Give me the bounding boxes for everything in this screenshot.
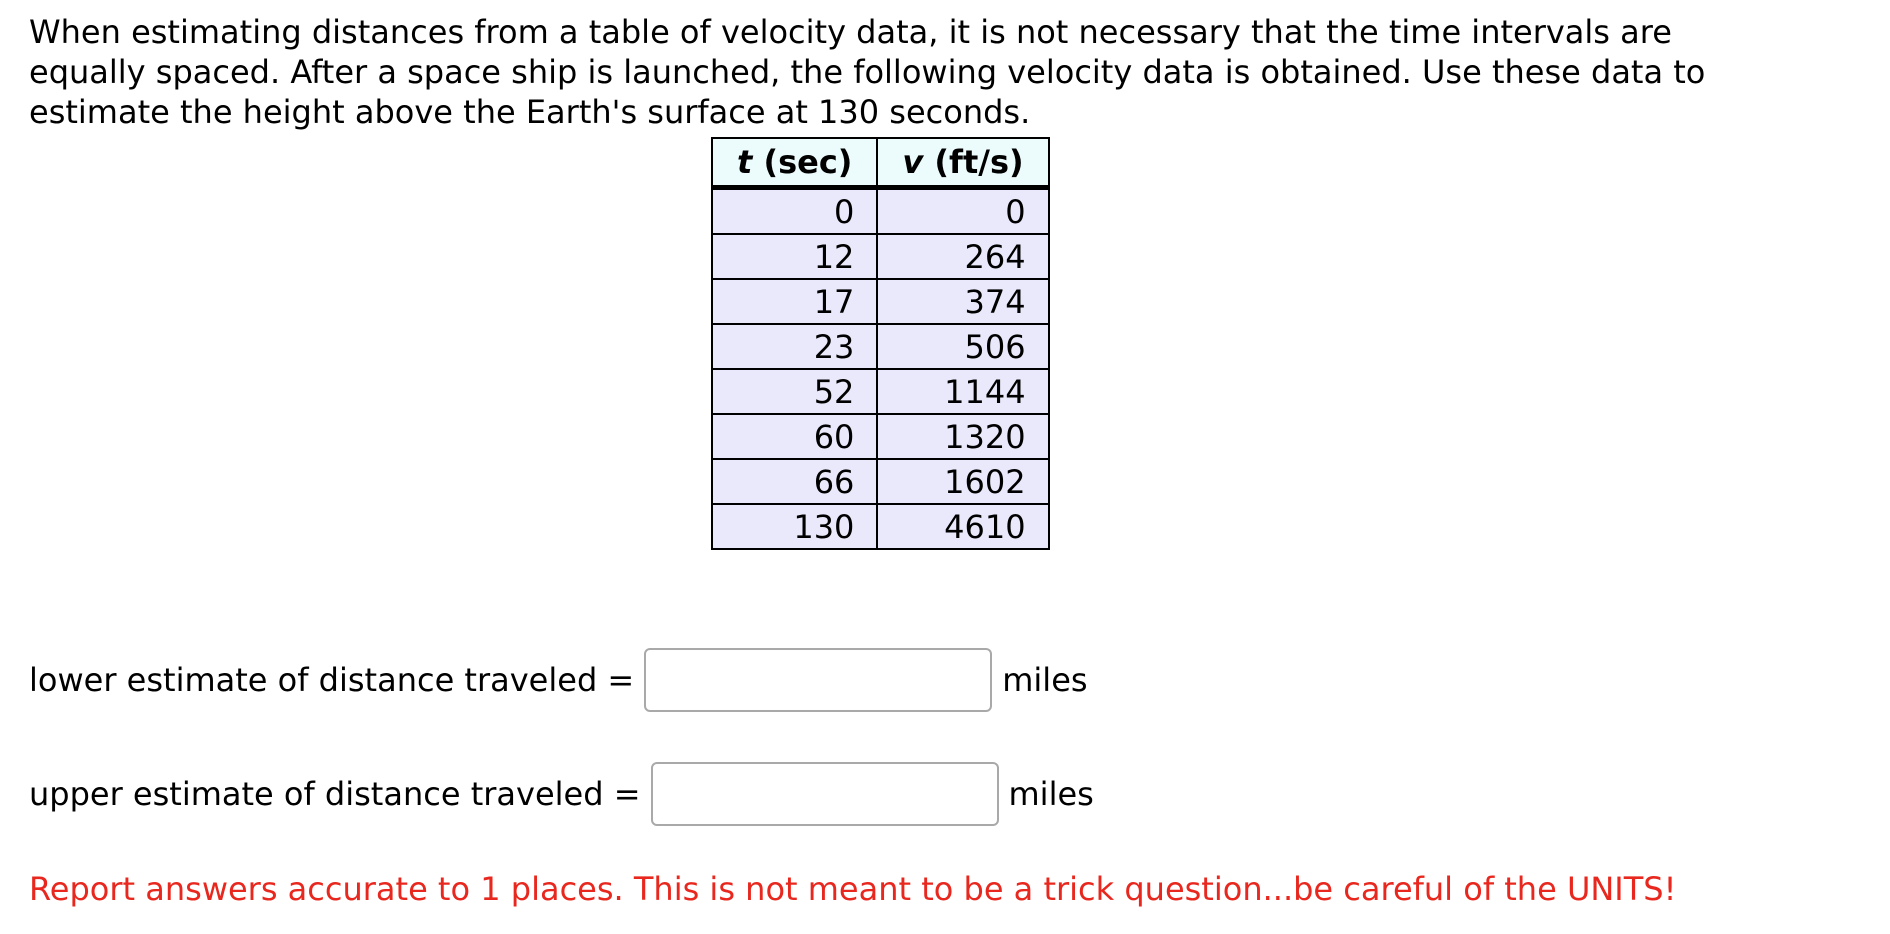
lower-estimate-label: lower estimate of distance traveled = (29, 661, 635, 699)
table-row (712, 504, 1049, 549)
time-cell: 52 (712, 369, 877, 414)
time-cell: 130 (712, 504, 877, 549)
table-row (712, 369, 1049, 414)
upper-estimate-input[interactable] (651, 762, 999, 826)
table-row (712, 414, 1049, 459)
velocity-cell: 1144 (877, 369, 1048, 414)
upper-estimate-label: upper estimate of distance traveled = (29, 775, 641, 813)
table-row (712, 188, 1049, 235)
velocity-column-header (877, 138, 1048, 188)
lower-estimate-row (29, 648, 1088, 712)
velocity-cell: 374 (877, 279, 1048, 324)
time-variable: t (737, 143, 753, 181)
upper-estimate-row (29, 762, 1094, 826)
table-row (712, 279, 1049, 324)
lower-estimate-unit: miles (1002, 661, 1088, 699)
time-column-header (712, 138, 877, 188)
velocity-cell: 264 (877, 234, 1048, 279)
velocity-cell: 4610 (877, 504, 1048, 549)
table-row (712, 324, 1049, 369)
table-header-row (712, 138, 1049, 188)
time-cell: 23 (712, 324, 877, 369)
table-row (712, 234, 1049, 279)
velocity-unit: (ft/s) (923, 143, 1024, 181)
lower-estimate-input[interactable] (644, 648, 992, 712)
velocity-cell: 506 (877, 324, 1048, 369)
time-cell: 66 (712, 459, 877, 504)
time-unit: (sec) (752, 143, 853, 181)
velocity-table (711, 137, 1050, 550)
velocity-cell: 1320 (877, 414, 1048, 459)
time-cell: 12 (712, 234, 877, 279)
time-cell: 60 (712, 414, 877, 459)
units-warning: Report answers accurate to 1 places. This is not meant to be a trick question...be careful of the UNITS! (29, 870, 1677, 908)
upper-estimate-unit: miles (1008, 775, 1094, 813)
time-cell: 17 (712, 279, 877, 324)
velocity-cell: 1602 (877, 459, 1048, 504)
velocity-cell: 0 (877, 188, 1048, 235)
table-row (712, 459, 1049, 504)
time-cell: 0 (712, 188, 877, 235)
velocity-variable: v (902, 143, 924, 181)
problem-statement: When estimating distances from a table of velocity data, it is not necessary that the time intervals are equally spaced. After a space ship is launched, the following velocity data is obtained. Use these data to estimate the height above the Earth's surface at 130 seconds. (29, 13, 1706, 131)
